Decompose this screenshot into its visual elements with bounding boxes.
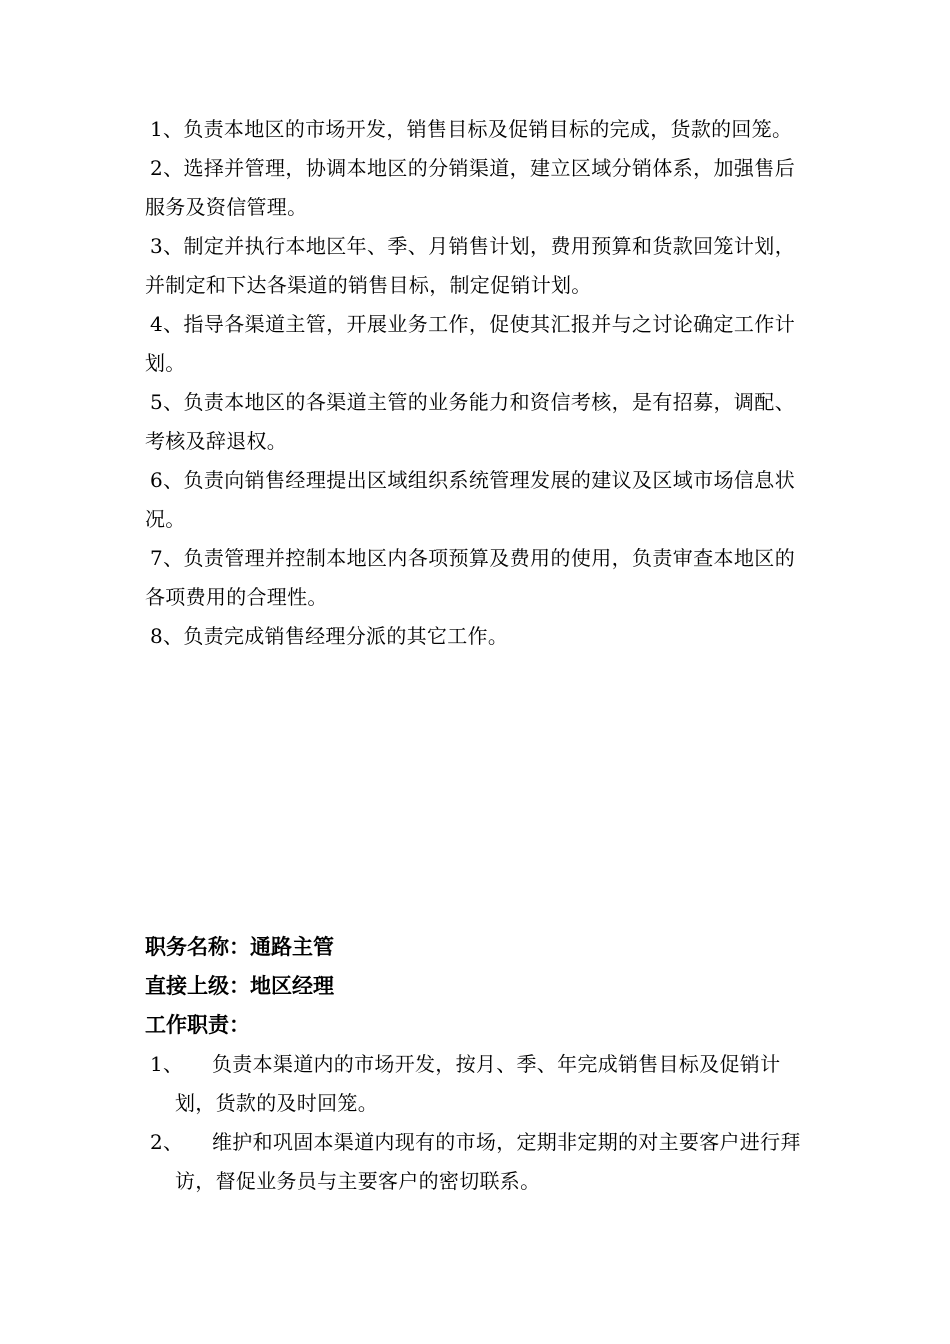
duty-item: 8、负责完成销售经理分派的其它工作。 bbox=[150, 624, 509, 648]
duties-heading: 工作职责： bbox=[145, 1013, 250, 1037]
sub-duty-text: 负责本渠道内的市场开发，按月、季、年完成销售目标及促销计划，货款的及时回笼。 bbox=[175, 1052, 781, 1115]
duty-item: 6、负责向销售经理提出区域组织系统管理发展的建议及区域市场信息状况。 bbox=[145, 468, 795, 531]
duty-item: 5、负责本地区的各渠道主管的业务能力和资信考核，是有招募，调配、考核及辞退权。 bbox=[145, 390, 795, 453]
duty-item: 1、负责本地区的市场开发，销售目标及促销目标的完成，货款的回笼。 bbox=[150, 117, 793, 141]
duty-item: 4、指导各渠道主管，开展业务工作，促使其汇报并与之讨论确定工作计划。 bbox=[145, 312, 795, 375]
direct-superior-line: 直接上级：地区经理 bbox=[145, 974, 334, 998]
sub-duty-number: 2、 bbox=[150, 1130, 184, 1154]
duty-item: 7、负责管理并控制本地区内各项预算及费用的使用，负责审查本地区的各项费用的合理性。 bbox=[145, 546, 795, 609]
sub-duty-text: 维护和巩固本渠道内现有的市场，定期非定期的对主要客户进行拜访，督促业务员与主要客户的密切联系。 bbox=[175, 1130, 801, 1193]
position-title-line: 职务名称：通路主管 bbox=[145, 935, 334, 959]
channel-supervisor-section bbox=[145, 928, 805, 1201]
sub-duty-number: 1、 bbox=[150, 1052, 184, 1076]
sub-duty-item bbox=[145, 1123, 805, 1201]
sub-duty-item bbox=[145, 1045, 805, 1123]
duty-item: 3、制定并执行本地区年、季、月销售计划，费用预算和货款回笼计划，并制定和下达各渠道的销售目标，制定促销计划。 bbox=[145, 234, 795, 297]
duty-item: 2、选择并管理，协调本地区的分销渠道，建立区域分销体系，加强售后服务及资信管理。 bbox=[145, 156, 795, 219]
regional-manager-duties-list bbox=[145, 110, 795, 656]
